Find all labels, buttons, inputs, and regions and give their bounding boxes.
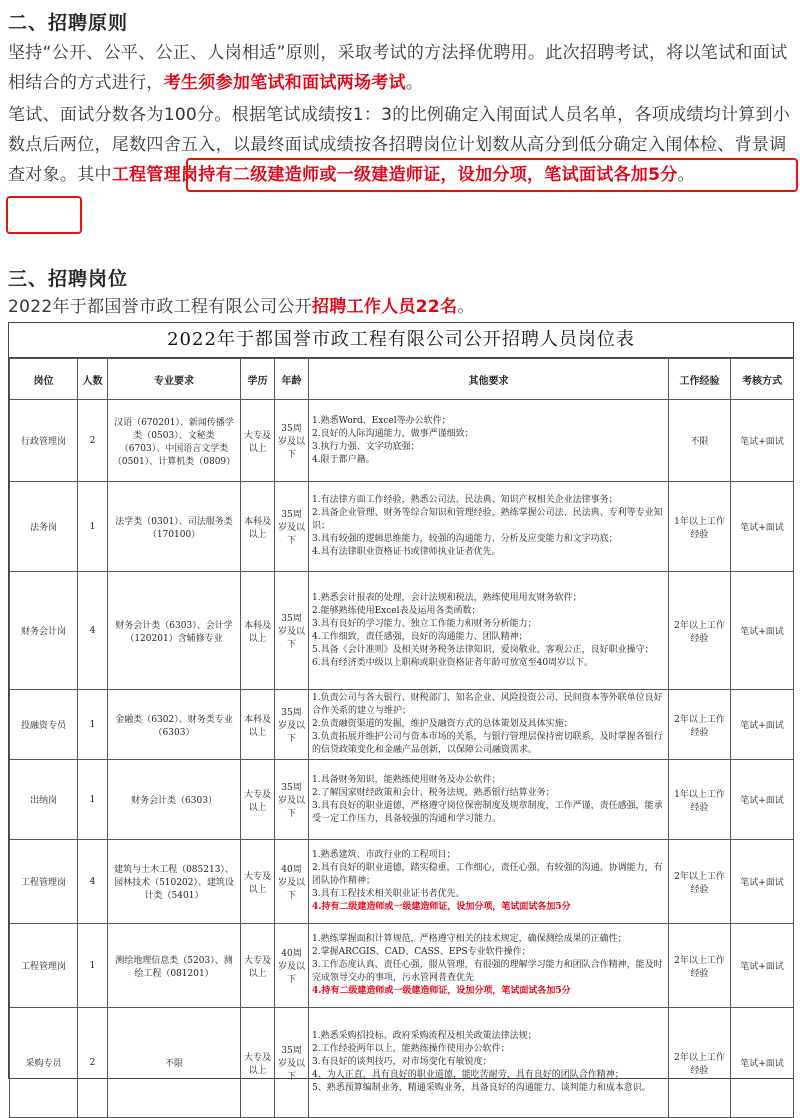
cell-education: 大专及以上 [241, 760, 275, 840]
cell-exam: 笔试+面试 [731, 572, 794, 690]
cell-other-requirements [309, 690, 669, 760]
table-row [10, 840, 794, 924]
cell-post: 行政管理岗 [10, 400, 78, 482]
cell-count: 1 [78, 690, 108, 760]
principles-emphasis: 考生须参加笔试和面试两场考试 [163, 73, 406, 93]
cell-other-requirements [309, 482, 669, 572]
principles-text: 坚持“公开、公平、公正、人岗相适”原则，采取考试的方法择优聘用。此次招聘考试，将以笔试和面试相结合的方式进行， [8, 43, 788, 93]
requirement-line: 4.工作细致，责任感强，良好的沟通能力、团队精神； [312, 631, 528, 642]
cell-age: 35周岁及以下 [275, 760, 309, 840]
cell-count: 1 [78, 482, 108, 572]
cell-exam: 笔试+面试 [731, 400, 794, 482]
requirement-line: 4.具有法律职业资格证书或律师执业证者优先。 [312, 547, 501, 557]
principles-paragraph-2 [8, 100, 794, 190]
section-heading-principles: 二、招聘原则 [8, 12, 129, 34]
cell-major: 财务会计类（6303） [108, 760, 241, 840]
bonus-prefix: 其中 [77, 165, 112, 185]
header-exam: 考核方式 [731, 359, 794, 400]
cell-experience: 2年以上工作经验 [669, 1008, 731, 1118]
requirement-line: 1.具备财务知识，能熟练使用财务及办公软件； [312, 774, 501, 785]
cell-experience: 2年以上工作经验 [669, 924, 731, 1008]
requirement-bonus-line: 4.持有二级建造师或一级建造师证，设加分项，笔试面试各加5分 [312, 986, 571, 996]
principles-text-end: 。 [405, 73, 424, 93]
header-post: 岗位 [10, 359, 78, 400]
requirement-line: 2.具有良好的职业道德，踏实稳重，工作细心，责任心强，有较强的沟通、协调能力，有团队协作精神； [312, 863, 663, 886]
cell-experience: 2年以上工作经验 [669, 690, 731, 760]
cell-age: 35周岁及以下 [275, 690, 309, 760]
cell-experience: 2年以上工作经验 [669, 840, 731, 924]
scoring-text: 笔试、面试分数各为100分。根据笔试成绩按1：3的比例确定入闱面试人员名单，各项成绩均计算到小数点后两位，尾数四舍五入，以最终面试成绩按各招聘岗位计划数从高分到低分确定入闱体检、背景调查对象。 [8, 105, 791, 185]
positions-text: 2022年于都国誉市政工程有限公司公开 [8, 297, 312, 317]
cell-exam: 笔试+面试 [731, 482, 794, 572]
header-experience: 工作经验 [669, 359, 731, 400]
recruitment-table-image [8, 322, 794, 1093]
requirement-line: 3.执行力强、文字功底强； [312, 441, 420, 452]
cell-major: 汉语（670201）、新闻传播学类（0503）、文秘类（6703）、中国语言文学类（0501）、计算机类（0809） [108, 400, 241, 482]
cell-age: 35周岁及以下 [275, 482, 309, 572]
cell-age: 40周岁及以下 [275, 840, 309, 924]
cell-count: 2 [78, 1008, 108, 1118]
requirement-line: 3.有良好的谈判技巧，对市场变化有敏锐度； [312, 1057, 492, 1067]
table-row [10, 760, 794, 840]
cell-experience: 2年以上工作经验 [669, 572, 731, 690]
cell-major: 法学类（0301）、司法服务类（170100） [108, 482, 241, 572]
cell-exam: 笔试+面试 [731, 1008, 794, 1118]
cell-age: 35周岁及以下 [275, 400, 309, 482]
cell-exam: 笔试+面试 [731, 760, 794, 840]
header-other-requirements: 其他要求 [309, 359, 669, 400]
cell-other-requirements [309, 572, 669, 690]
bonus-text-end: 。 [677, 165, 695, 185]
table-row [10, 924, 794, 1008]
requirement-line: 3.具有良好的学习能力、独立工作能力和财务分析能力； [312, 618, 537, 629]
table-row [10, 690, 794, 760]
requirement-line: 1.熟练掌握面积计算规范，严格遵守相关的技术规定，确保测绘成果的正确性； [312, 934, 627, 944]
cell-count: 4 [78, 572, 108, 690]
cell-age: 35周岁及以下 [275, 1008, 309, 1118]
cell-education: 大专及以上 [241, 840, 275, 924]
cell-post: 工程管理岗 [10, 840, 78, 924]
cell-other-requirements [309, 400, 669, 482]
cell-major: 金融类（6302）、财务类专业（6303） [108, 690, 241, 760]
cell-count: 1 [78, 924, 108, 1008]
cell-post: 法务岗 [10, 482, 78, 572]
cell-exam: 笔试+面试 [731, 690, 794, 760]
table-title: 2022年于都国誉市政工程有限公司公开招聘人员岗位表 [9, 323, 793, 358]
cell-major: 测绘地理信息类（5203）、测绘工程（081201） [108, 924, 241, 1008]
cell-education: 大专及以上 [241, 400, 275, 482]
requirement-line: 2.了解国家财经政策和会计、税务法规，熟悉银行结算业务； [312, 787, 555, 798]
requirement-line: 2.能够熟练使用Excel表及运用各类函数； [312, 605, 481, 616]
bonus-emphasis: 工程管理岗持有二级建造师或一级建造师证，设加分项，笔试面试各加5分 [111, 165, 678, 185]
requirement-line: 1.负责公司与各大银行、财税部门、知名企业、风险投资公司、民间资本等外联单位良好合作关系的建立与维护； [312, 693, 663, 716]
header-count: 人数 [78, 359, 108, 400]
cell-exam: 笔试+面试 [731, 840, 794, 924]
header-education: 学历 [241, 359, 275, 400]
cell-education: 本科及以上 [241, 690, 275, 760]
cell-post: 工程管理岗 [10, 924, 78, 1008]
cell-education: 本科及以上 [241, 482, 275, 572]
requirement-bonus-line: 4.持有二级建造师或一级建造师证，设加分项，笔试面试各加5分 [312, 902, 571, 912]
cell-other-requirements [309, 924, 669, 1008]
cell-age: 40周岁及以下 [275, 924, 309, 1008]
section-heading-positions: 三、招聘岗位 [8, 268, 129, 290]
header-age: 年龄 [275, 359, 309, 400]
requirement-line: 3.具有良好的职业道德，严格遵守岗位保密制度及规章制度，工作严谨，责任感强，能承受一定工作压力，具备较强的沟通和学习能力。 [312, 800, 663, 824]
positions-text-end: 。 [457, 297, 475, 317]
requirement-line: 4、为人正直，具有良好的职业道德，能吃苦耐劳，具有良好的团队合作精神； [312, 1070, 624, 1080]
table-row [10, 572, 794, 690]
requirement-line: 5、熟悉预算编制业务，精通采购业务，具备良好的沟通能力、谈判能力和成本意识。 [312, 1083, 651, 1093]
cell-count: 4 [78, 840, 108, 924]
cell-count: 2 [78, 400, 108, 482]
table-row [10, 400, 794, 482]
cell-age: 35周岁及以下 [275, 572, 309, 690]
cell-post: 财务会计岗 [10, 572, 78, 690]
positions-paragraph [8, 292, 794, 322]
cell-post: 投融资专员 [10, 690, 78, 760]
cell-major: 财务会计类（6303）、会计学（120201）含辅修专业 [108, 572, 241, 690]
cell-education: 大专及以上 [241, 924, 275, 1008]
positions-emphasis: 招聘工作人员22名 [311, 297, 458, 317]
requirement-line: 1.熟悉Word、Excel等办公软件； [312, 415, 451, 426]
requirement-line: 3.具有较强的逻辑思维能力，较强的沟通能力、分析及应变能力和文字功底； [312, 534, 618, 544]
requirement-line: 5.具备《会计准则》及相关财务税务法律知识，爱岗敬业，客观公正，良好职业操守； [312, 644, 654, 655]
cell-exam: 笔试+面试 [731, 924, 794, 1008]
requirement-line: 6.具有经济类中级以上职称或职业资格证者年龄可放宽至40周岁以下。 [312, 657, 594, 668]
table-row [10, 482, 794, 572]
header-major: 专业要求 [108, 359, 241, 400]
cell-education: 大专及以上 [241, 1008, 275, 1118]
cell-post: 采购专员 [10, 1008, 78, 1118]
requirement-line: 1.熟悉采购招投标、政府采购流程及相关政策法律法规； [312, 1031, 537, 1041]
requirement-line: 4.限于都户籍。 [312, 454, 375, 465]
requirement-line: 3.工作态度认真、责任心强，服从管理，有很强的理解学习能力和团队合作精神，能及时完成领导交办的事项，污水管网普查优先 [312, 960, 663, 983]
requirement-line: 3.负责拓展并维护公司与资本市场的关系，与银行管理层保持密切联系，及时掌握各银行的信贷政策变化和金融产品创新，以保障公司融资需求。 [312, 732, 663, 755]
requirement-line: 1.有法律方面工作经验，熟悉公司法、民法典、知识产权相关企业法律事务； [312, 495, 618, 505]
table-header-row [10, 359, 794, 400]
table-row [10, 1008, 794, 1118]
cell-post: 出纳岗 [10, 760, 78, 840]
requirement-line: 2.良好的人际沟通能力，做事严谨细致； [312, 428, 474, 439]
cell-major: 不限 [108, 1008, 241, 1118]
cell-experience: 不限 [669, 400, 731, 482]
requirement-line: 2.负责融资渠道的发掘，维护及融资方式的总体策划及具体实施； [312, 719, 573, 729]
cell-experience: 1年以上工作经验 [669, 482, 731, 572]
cell-other-requirements [309, 1008, 669, 1118]
cell-major: 建筑与土木工程（085213）、园林技术（510202）、建筑设计类（5401） [108, 840, 241, 924]
requirement-line: 2.工作经验两年以上，能熟练操作使用办公软件； [312, 1044, 510, 1054]
requirement-line: 2.具备企业管理、财务等综合知识和管理经验，熟练掌握公司法、民法典、专利等专业知识； [312, 508, 663, 531]
requirement-line: 1.熟悉会计报表的处理，会计法规和税法，熟练使用用友财务软件； [312, 592, 582, 603]
requirement-line: 3.具有工程技术相关职业证书者优先。 [312, 889, 465, 899]
positions-table [9, 358, 794, 1118]
highlight-box-lower [6, 196, 82, 234]
cell-experience: 1年以上工作经验 [669, 760, 731, 840]
cell-other-requirements [309, 760, 669, 840]
cell-education: 本科及以上 [241, 572, 275, 690]
cell-other-requirements [309, 840, 669, 924]
cell-count: 1 [78, 760, 108, 840]
requirement-line: 1.熟悉建筑、市政行业的工程项目； [312, 850, 456, 860]
principles-paragraph-1 [8, 38, 794, 98]
requirement-line: 2.掌握ARCGIS、CAD、CASS、EPS专业软件操作； [312, 947, 531, 957]
